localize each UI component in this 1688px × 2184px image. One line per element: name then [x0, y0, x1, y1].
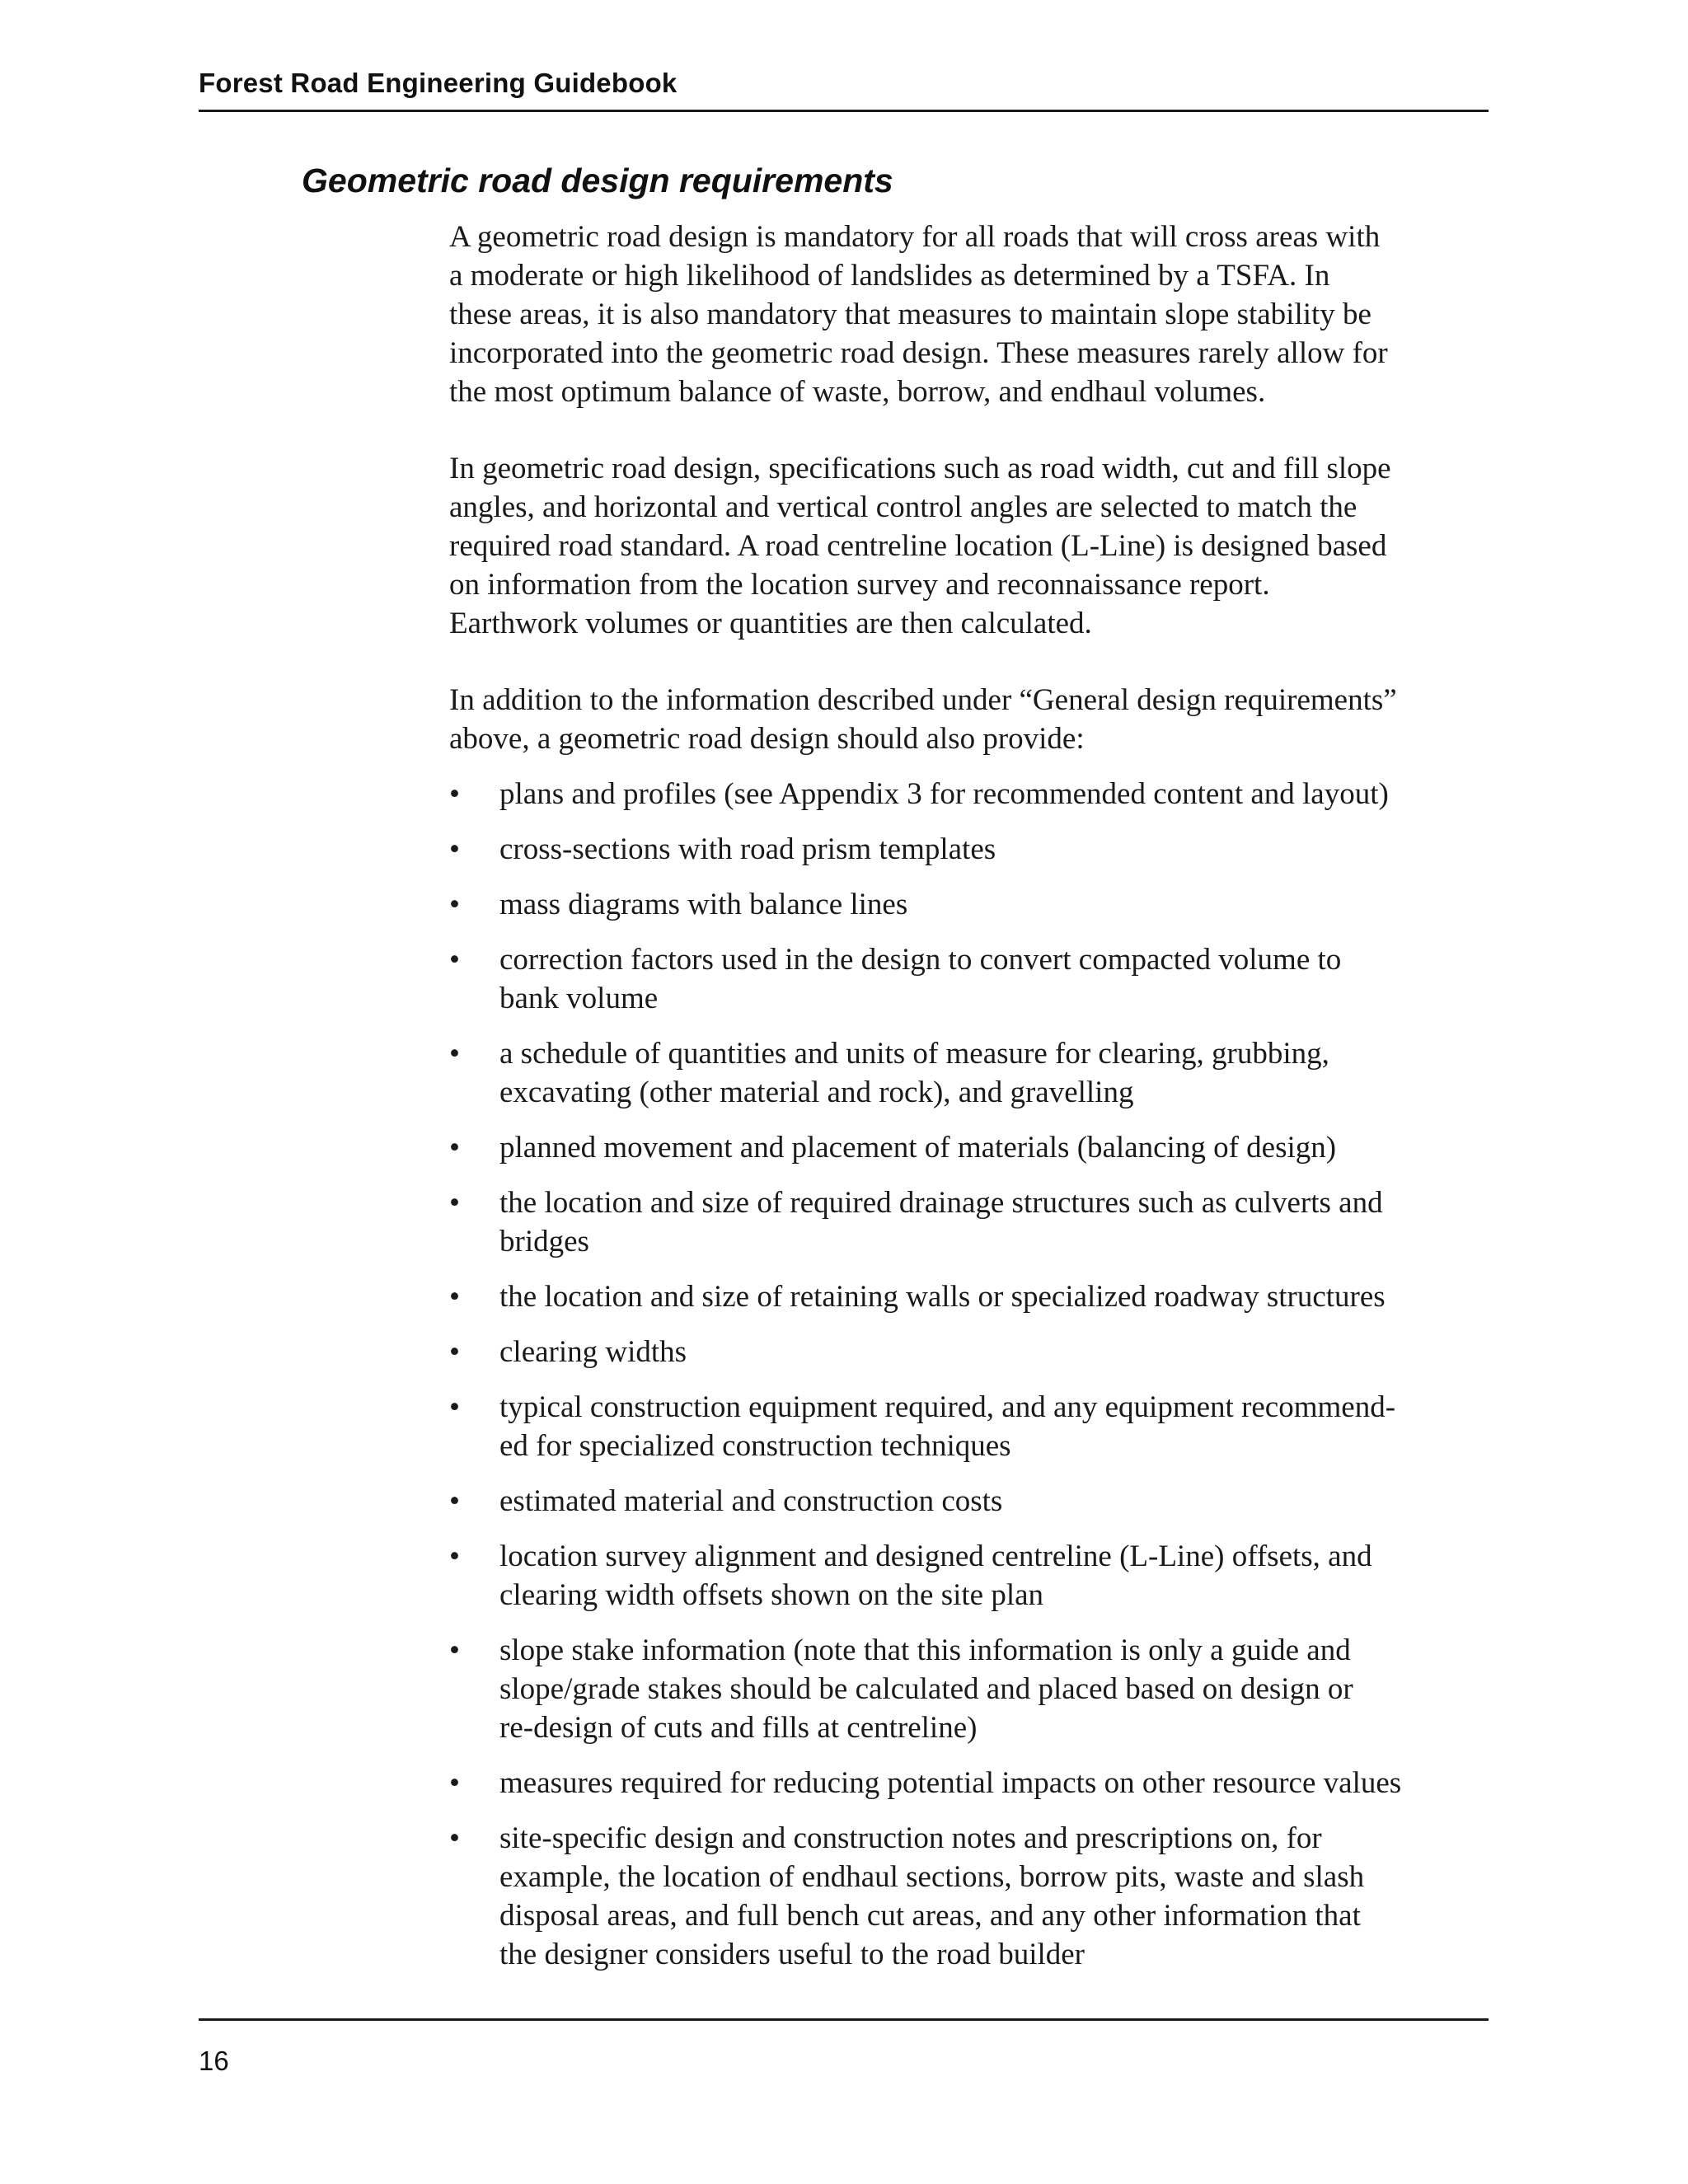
list-item — [449, 885, 1496, 924]
list-item — [449, 775, 1496, 813]
list-item — [449, 940, 1496, 1018]
list-item-text: site-specific design and construction notes and prescriptions on, for example, the location of endhaul sections, borrow pits, waste and slash disposal areas, and full bench cut areas, and any other information that the designer considers useful to the road builder — [499, 1821, 1365, 1971]
list-item-text: measures required for reducing potential impacts on other resource values — [499, 1766, 1402, 1800]
bullet-marker: • — [449, 1390, 460, 1424]
list-item-text: plans and profiles (see Appendix 3 for recommended content and layout) — [499, 777, 1389, 811]
page-number: 16 — [199, 2046, 229, 2076]
list-item — [449, 1388, 1496, 1465]
bullet-marker: • — [449, 1335, 460, 1369]
bullet-marker: • — [449, 888, 460, 921]
bullet-marker: • — [449, 1633, 460, 1667]
section-heading: Geometric road design requirements — [302, 162, 893, 199]
list-item-text: a schedule of quantities and units of measure for clearing, grubbing, excavating (other material and rock), and gravelling — [499, 1037, 1329, 1109]
list-item — [449, 1183, 1496, 1261]
list-item-text: clearing widths — [499, 1335, 687, 1369]
bullet-marker: • — [449, 777, 460, 811]
footer-rule — [199, 2018, 1489, 2021]
list-item — [449, 1277, 1496, 1316]
list-item — [449, 1819, 1496, 1974]
bullet-marker: • — [449, 1186, 460, 1220]
list-item-text: location survey alignment and designed centreline (L-Line) offsets, and clearing width offsets shown on the site plan — [499, 1540, 1372, 1612]
list-item — [449, 1333, 1496, 1371]
bullet-marker: • — [449, 1484, 460, 1518]
bullet-marker: • — [449, 1037, 460, 1071]
list-item — [449, 1537, 1496, 1615]
section-body — [449, 218, 1496, 1990]
running-header: Forest Road Engineering Guidebook — [199, 68, 678, 98]
list-lead-paragraph: In addition to the information described under “General design requirements” above, a geometric road design should also provide: — [449, 683, 1397, 756]
bullet-marker: • — [449, 1540, 460, 1573]
intro-paragraph: A geometric road design is mandatory for all roads that will cross areas with a moderate or high likelihood of landslides as determined by a TSFA. In these areas, it is also mandatory that measures to maintain slope stability be incorporated into the geometric road design. These measures rarely allow for the most optimum balance of waste, borrow, and endhaul volumes. — [449, 220, 1388, 409]
list-item-text: cross-sections with road prism templates — [499, 832, 996, 866]
list-item-text: estimated material and construction costs — [499, 1484, 1003, 1518]
requirements-list — [449, 775, 1496, 1974]
list-item — [449, 1128, 1496, 1167]
bullet-marker: • — [449, 943, 460, 977]
list-item-text: mass diagrams with balance lines — [499, 888, 908, 921]
list-item-text: typical construction equipment required, and any equipment recommend- ed for specialized construction techniques — [499, 1390, 1396, 1463]
bullet-marker: • — [449, 1821, 460, 1855]
list-item — [449, 1034, 1496, 1112]
list-item-text: the location and size of retaining walls or specialized roadway structures — [499, 1280, 1386, 1314]
list-item — [449, 1764, 1496, 1802]
list-item — [449, 1631, 1496, 1747]
list-item-text: the location and size of required drainage structures such as culverts and bridges — [499, 1186, 1383, 1258]
list-item — [449, 830, 1496, 869]
bullet-marker: • — [449, 1131, 460, 1165]
bullet-marker: • — [449, 1766, 460, 1800]
list-item-text: correction factors used in the design to convert compacted volume to bank volume — [499, 943, 1342, 1015]
list-item-text: slope stake information (note that this information is only a guide and slope/grade stakes should be calculated and placed based on design or re-design of cuts and fills at centreline) — [499, 1633, 1353, 1745]
header-rule — [199, 110, 1489, 112]
list-item — [449, 1482, 1496, 1521]
process-paragraph: In geometric road design, specifications such as road width, cut and fill slope angles, and horizontal and vertical control angles are selected to match the required road standard. A road centreline location (L-Line) is designed based on information from the location survey and reconnaissance report. Earthwork volumes or quantities are then calculated. — [449, 452, 1391, 640]
list-item-text: planned movement and placement of materials (balancing of design) — [499, 1131, 1337, 1165]
bullet-marker: • — [449, 832, 460, 866]
bullet-marker: • — [449, 1280, 460, 1314]
